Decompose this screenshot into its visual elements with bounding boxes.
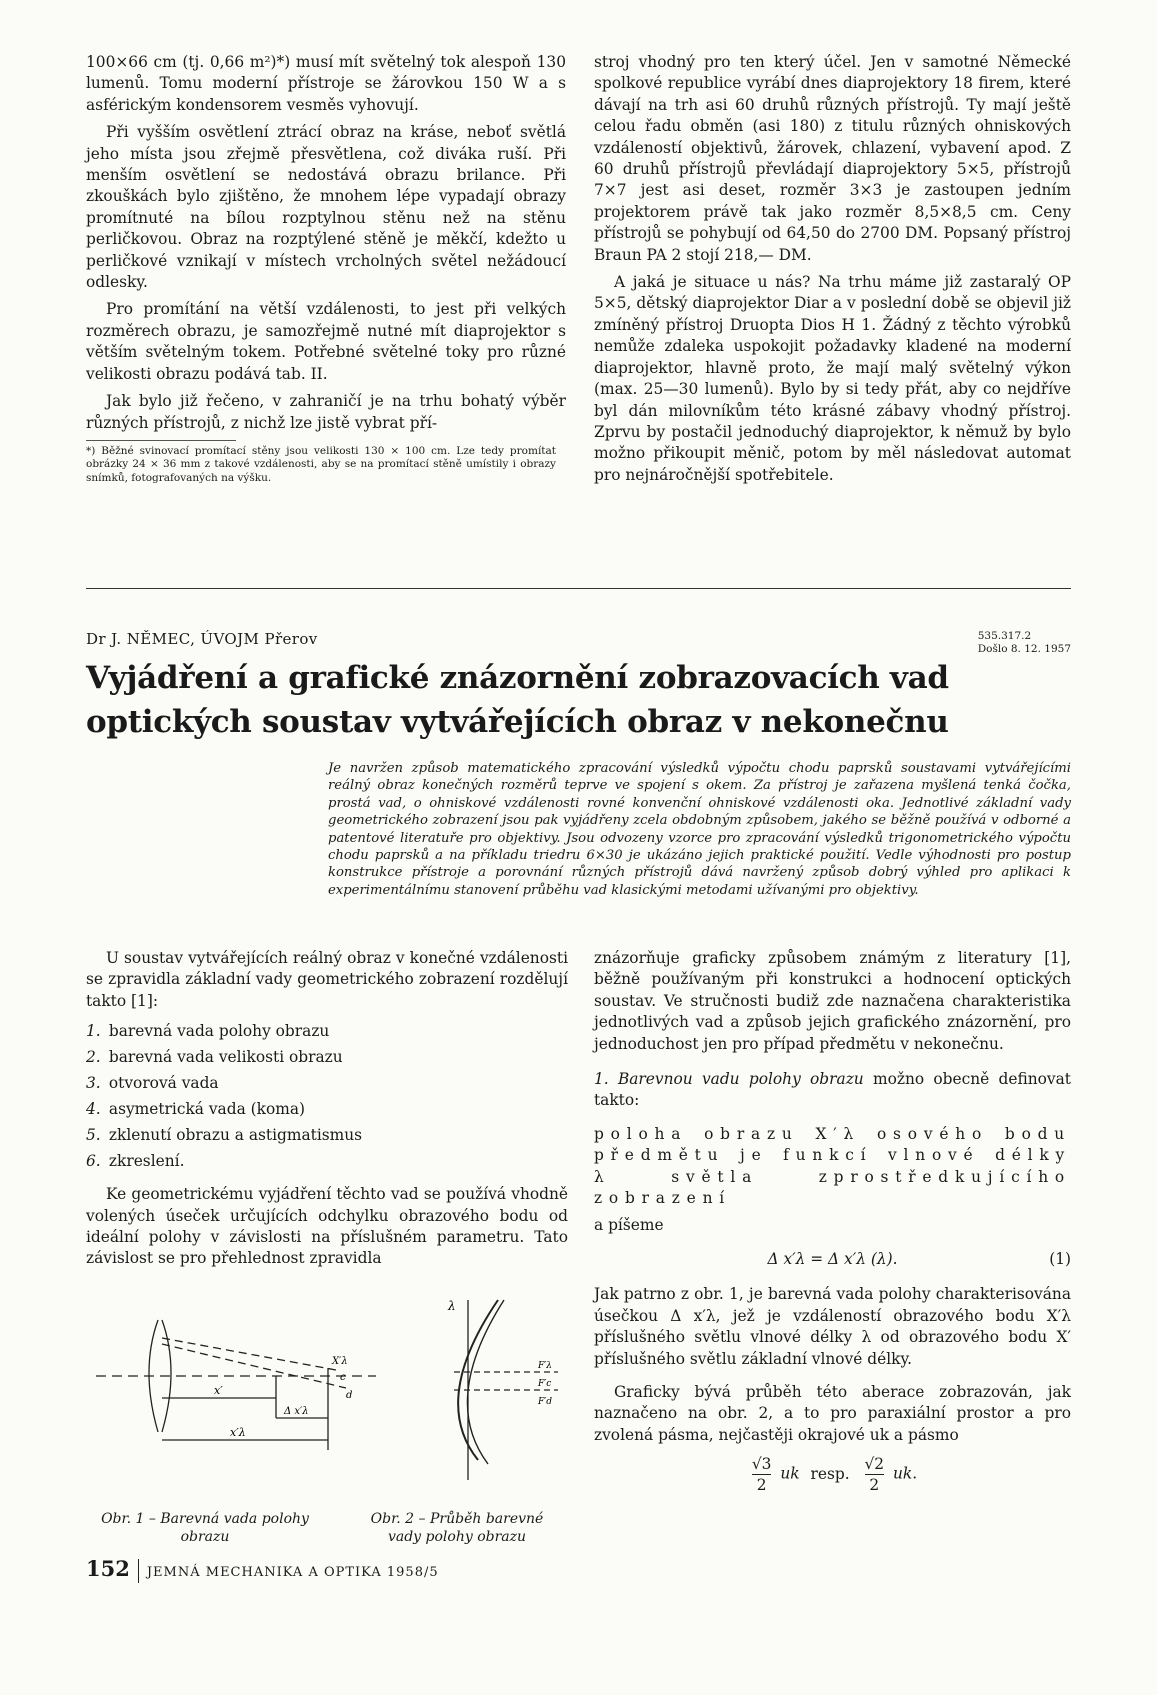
spaced-definition: poloha obrazu X′λ osového bodu předmětu je funkcí vlnové délky λ světla zprostředkujícího zobrazení	[594, 1124, 1071, 1208]
aberration-curve-paraxial	[458, 1300, 498, 1460]
fraction-sqrt2: $\frac{√2}{2}$	[864, 1455, 885, 1495]
page-number: 152	[86, 1556, 130, 1581]
footnote: *) Běžné svinovací promítací stěny jsou velikosti 130 × 100 cm. Lze tedy promítat obrázky 24 × 36 mm z takové vzdálenosti, aby se na promítací stěně umístily i obrazy snímků, fotografovaných na výšku.	[86, 444, 556, 484]
figure-1-caption: Obr. 1 – Barevná vada polohy obrazu	[101, 1511, 309, 1545]
udc-code: 535.317.2	[977, 630, 1032, 642]
figure-1-diagram	[96, 1310, 386, 1470]
paragraph: 100×66 cm (tj. 0,66 m²)*) musí mít světelný tok alespoň 130 lumenů. Tomu moderní přístroje se žárovkou 150 W a s asférickým kondensorem vesměs vyhovují.	[86, 53, 566, 114]
label-Fc: F′c	[538, 1379, 552, 1389]
abstract: Je navržen způsob matematického zpracování výsledků výpočtu chodu paprsků soustavami vytvářejícími reálný obraz konečných rozměrů teprve ve spojení s okem. Za přístroj je zařazena myšlená tenká čočka, prostá vad, o ohniskové vzdálenosti rovné konvenční ohniskové vzdálenosti oka. Jednotlivé základní vady geometrického zobrazení jsou pak vyjádřeny zcela obdobným způsobem, jakého se běžně používá v odborné a patentové literatuře pro objektivy. Jsou odvozeny vzorce pro zpracování výsledků trigonometrického výpočtu chodu paprsků a na příkladu triedru 6×30 je ukázáno jejich praktické použití. Vedle výhodnosti pro postup konstrukce přístroje a porovnání různých přístrojů dává navržený způsob dobrý výhled pro aplikaci k experimentálnímu stanovení průběhu vad klasickými metodami užívanými pro objektivy.	[328, 761, 1071, 898]
ray-d	[162, 1344, 346, 1388]
udc-info	[978, 630, 1071, 656]
definition-lead: 1. Barevnou vadu polohy obrazu možno obecně definovat takto:	[594, 1070, 1071, 1110]
fraction-sqrt3: $\frac{√3}{2}$	[751, 1455, 772, 1495]
paragraph: Ke geometrickému vyjádření těchto vad se používá vhodně volených úseček určujících odchylku obrazového bodu od ideální polohy v závislosti na příslušném parametru. Tato závislost se pro přehlednost zpravidla	[86, 1185, 568, 1268]
list-item: 6. zkreslení.	[86, 1152, 185, 1171]
paragraph: stroj vhodný pro ten který účel. Jen v samotné Německé spolkové republice vyrábí dnes diaprojektory 18 firem, které dávají na trh asi 60 druhů různých přístrojů. Ty mají ještě celou řadu obměn (asi 180) z titulu různých ohniskových vzdáleností objektivů, žárovek, chlazení, vybavení apod. Z 60 druhů přístrojů převládají diaprojektory 5×5, přístrojů 7×7 jest asi deset, rozměr 3×3 je zastoupen jedním projektorem právě tak jako rozměr 8,5×8,5 cm. Ceny přístrojů se pohybují od 64,50 do 2700 DM. Popsaný přístroj Braun PA 2 stojí 218,— DM.	[594, 53, 1071, 264]
label-d: d	[346, 1390, 353, 1401]
article-title: Vyjádření a grafické znázornění zobrazovacích vad optických soustav vytvářejících obraz v nekonečnu	[86, 660, 949, 740]
author-byline: Dr J. NĚMEC, ÚVOJM Přerov	[86, 630, 318, 648]
list-item: 3. otvorová vada	[86, 1074, 219, 1093]
list-item: 4. asymetrická vada (koma)	[86, 1100, 306, 1119]
paragraph: Jak patrno z obr. 1, je barevná vada polohy charakterisována úsečkou Δ x′λ, jež je vzdáleností obrazového bodu X′λ příslušného světlu vlnové délky λ od obrazového bodu X′ příslušného světlu základní vlnové délky.	[594, 1285, 1071, 1368]
list-item: 1. barevná vada polohy obrazu	[86, 1022, 330, 1041]
aberration-curve-zone	[467, 1300, 504, 1464]
figure-2-caption: Obr. 2 – Průběh barevné vady polohy obrazu	[370, 1511, 544, 1545]
paragraph: Jak bylo již řečeno, v zahraničí je na trhu bohatý výběr různých přístrojů, z nichž lze jistě vybrat pří-	[86, 392, 566, 432]
paragraph: znázorňuje graficky způsobem známým z literatury [1], běžně používaným při konstrukci a hodnocení optických soustav. Ve stručnosti budiž zde naznačena charakteristika jednotlivých vad a způsob jejich grafického znázornění, pro jednoduchost jen pro případ předmětu v nekonečnu.	[594, 949, 1071, 1053]
section-divider	[86, 588, 1071, 589]
paragraph: A jaká je situace u nás? Na trhu máme již zastaralý OP 5×5, dětský diaprojektor Diar a v poslední době se objevil již zmíněný přístroj Druopta Dios H 1. Žádný z těchto výrobků nemůže zdaleka uspokojit požadavky kladené na moderní diaprojektor, hlavně proto, že mají malý světelný výkon (max. 25—30 lumenů). Bylo by si tedy přát, aby co nejdříve byl dán milovníkům této krásné zábavy vhodný přístroj. Zprvu by postačil jednoduchý diaprojektor, k němuž by bylo možno přikoupit měnič, potom by měl následovat automat pro nejnáročnější spotřebitele.	[594, 273, 1071, 484]
paragraph: Při vyšším osvětlení ztrácí obraz na kráse, neboť světlá jeho místa jsou zřejmě přesvětlena, což diváka ruší. Při menším osvětlení se nedostává obrazu brilance. Při zkouškách bylo zjištěno, že mnohem lépe vypadají obrazy promítnuté na bílou rozptylnou stěnu než na stěnu perličkovou. Obraz na rozptýlené stěně je měkčí, kdežto u perličkové vznikají v místech vrcholných světel nežádoucí odlesky.	[86, 123, 566, 292]
received-date: Došlo 8. 12. 1957	[977, 643, 1071, 655]
page-footer	[86, 1556, 439, 1583]
label-x: x′	[214, 1384, 223, 1397]
paragraph: Graficky bývá průběh této aberace zobrazován, jak naznačeno na obr. 2, a to pro paraxiální prostor a pro zvolená pásma, nejčastěji okrajové uk a pásmo	[594, 1382, 1071, 1444]
ray-c	[162, 1338, 336, 1370]
a-piseme: a píšeme	[594, 1216, 664, 1235]
list-item: 2. barevná vada velikosti obrazu	[86, 1048, 343, 1067]
journal-name: JEMNÁ MECHANIKA A OPTIKA 1958/5	[146, 1565, 439, 1580]
label-Fl: F′λ	[538, 1361, 552, 1371]
label-xl: x′λ	[230, 1426, 246, 1439]
top-left-column	[86, 52, 566, 485]
intro-paragraph: U soustav vytvářejících reálný obraz v konečné vzdálenosti se zpravidla základní vady geometrického zobrazení rozdělují takto [1]:	[86, 949, 568, 1010]
top-right-column	[594, 52, 1071, 492]
footer-separator	[138, 1559, 139, 1583]
figure-2-diagram	[418, 1290, 578, 1480]
axis-label-lambda: λ	[448, 1299, 456, 1313]
label-dxl: Δ x′λ	[284, 1406, 309, 1417]
list-item: 5. zklenutí obrazu a astigmatismus	[86, 1126, 363, 1145]
zone-formula: $\frac{√3}{2}$ uk resp. $\frac{√2}{2}$ uk.	[751, 1455, 918, 1495]
body-left-column	[86, 948, 568, 1276]
defect-list	[86, 1018, 568, 1174]
label-c: c	[340, 1372, 346, 1383]
paragraph: Pro promítání na větší vzdálenosti, to jest při velkých rozměrech obrazu, je samozřejmě nutné mít diaprojektor s větším světelným tokem. Potřebné světelné toky pro různé velikosti obrazu podává tab. II.	[86, 300, 566, 383]
label-Fd: F′d	[538, 1397, 553, 1407]
body-right-column	[594, 948, 1071, 1495]
equation-number: (1)	[1049, 1249, 1071, 1268]
label-Xl: X′λ	[332, 1356, 348, 1367]
equation-body: Δ x′λ = Δ x′λ (λ).	[767, 1249, 898, 1268]
equation-1	[594, 1249, 1071, 1270]
